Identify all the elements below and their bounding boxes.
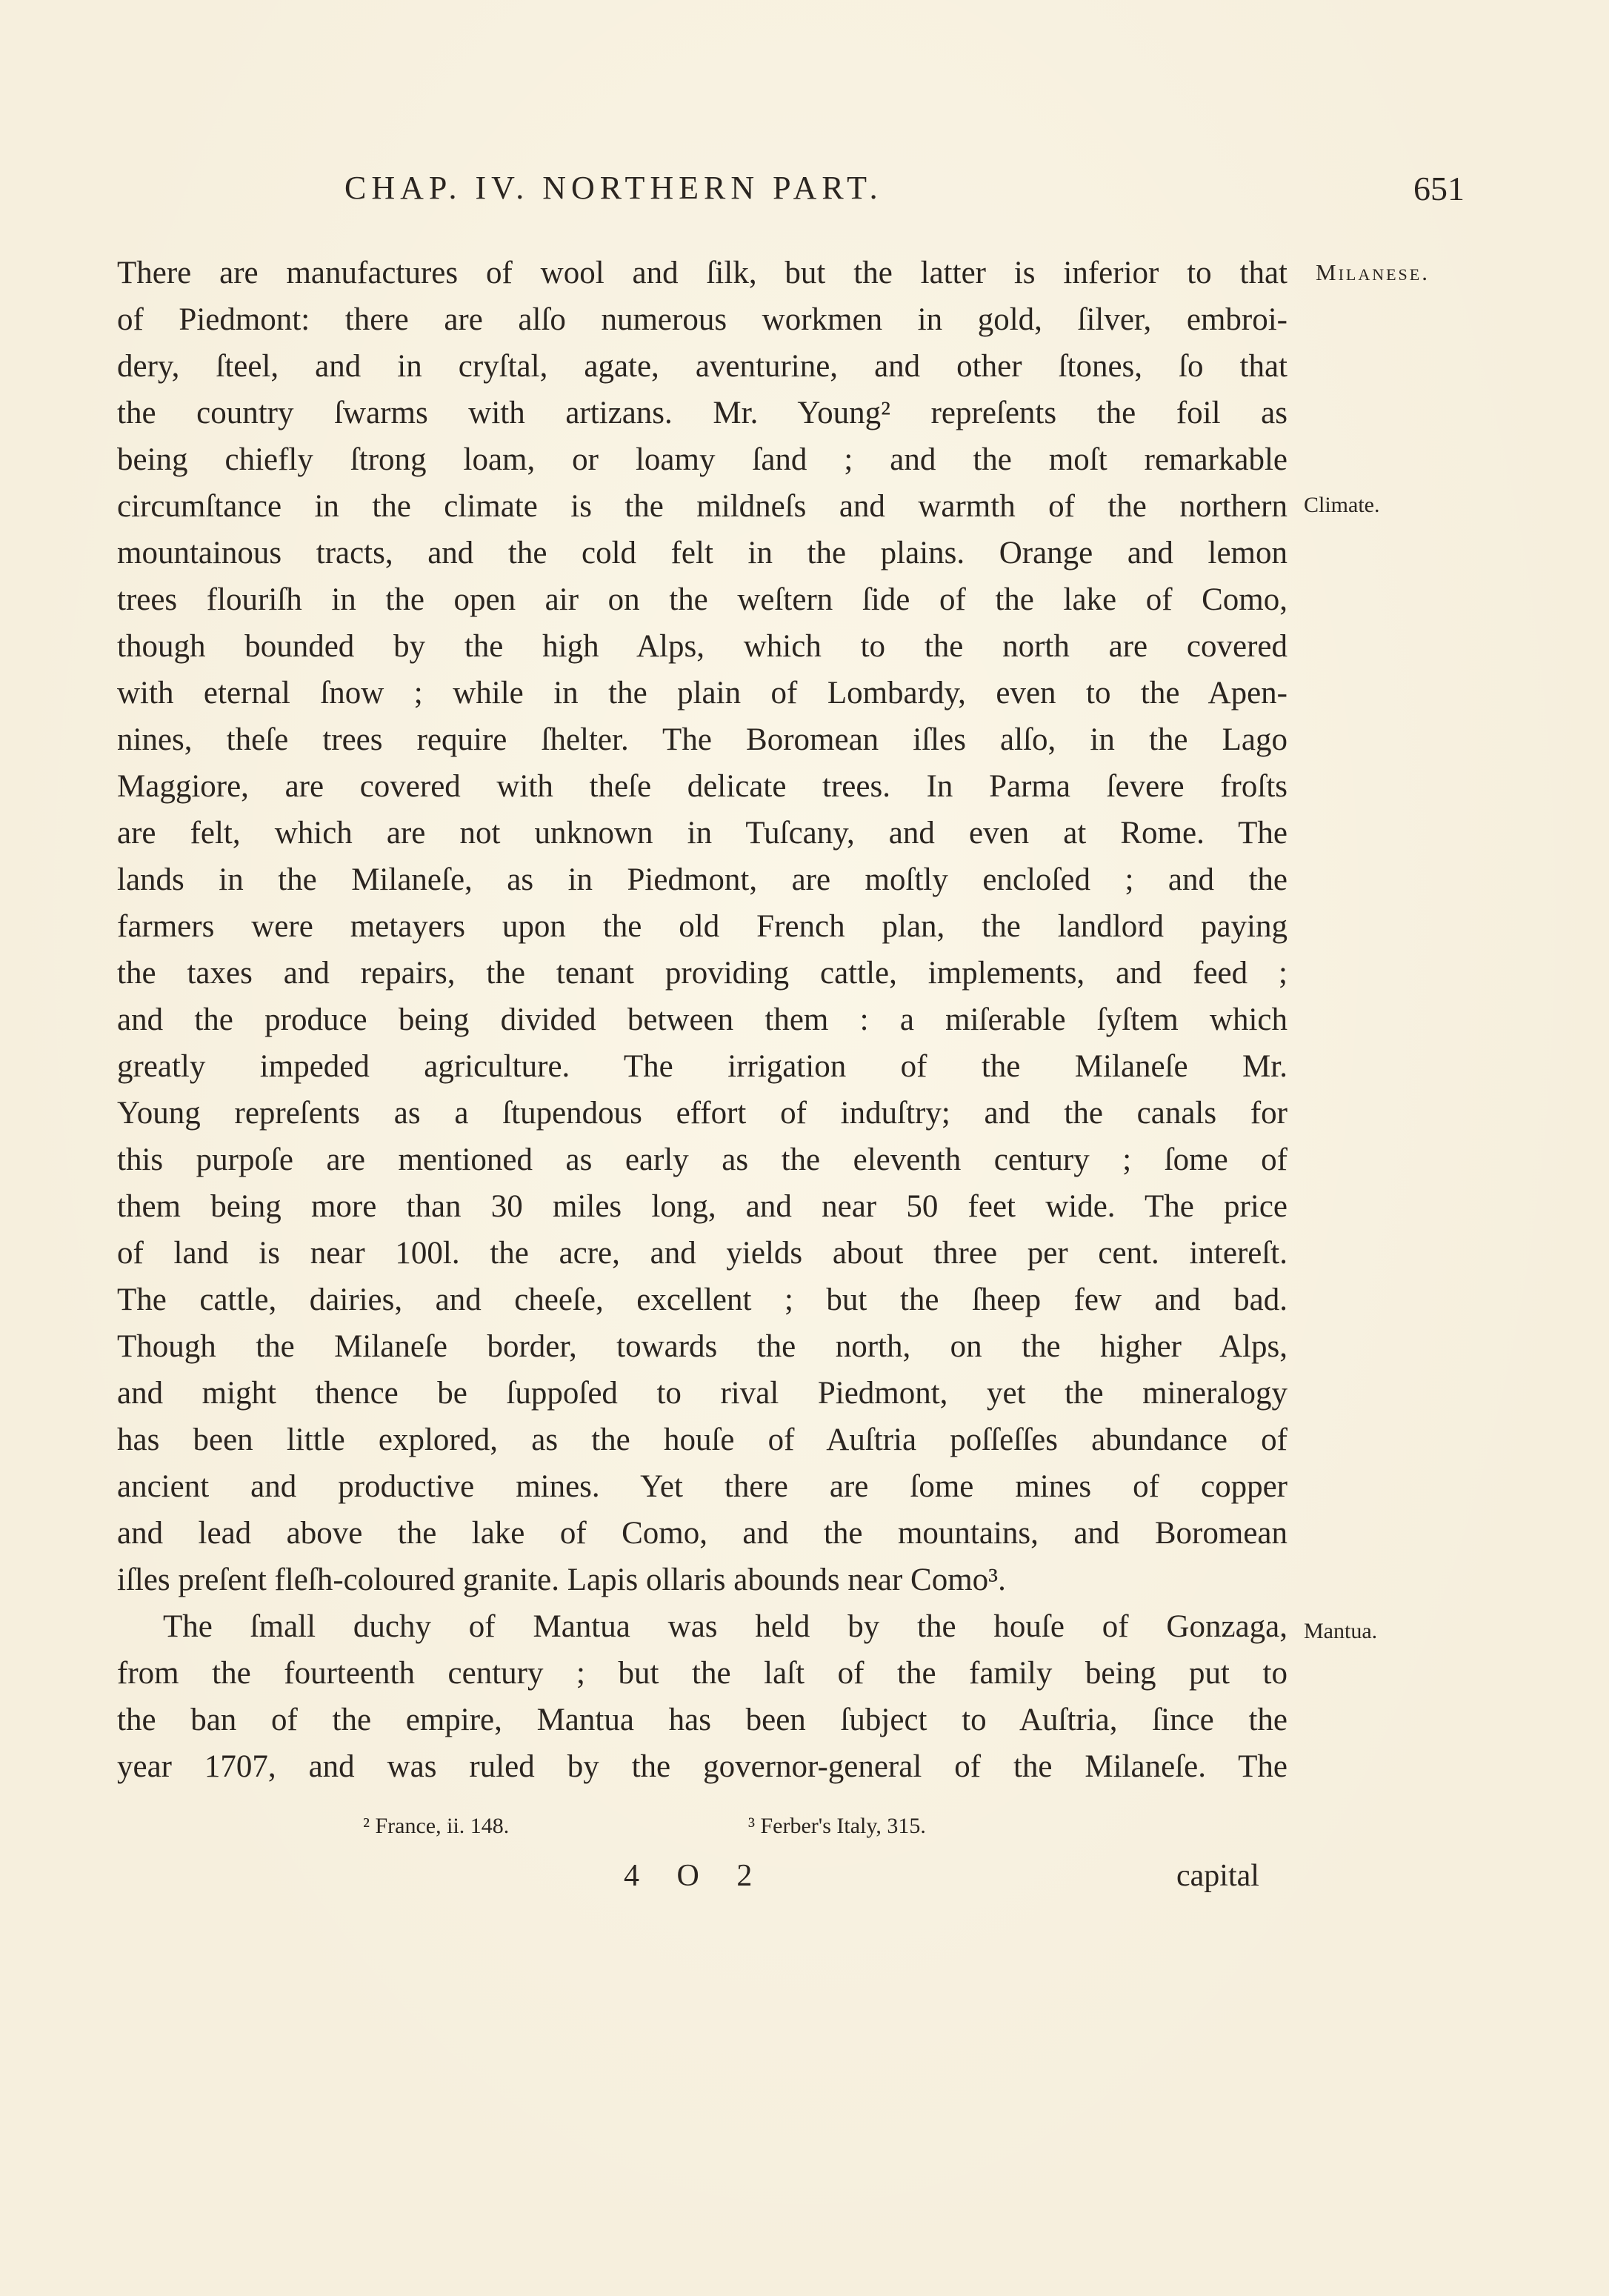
text-line: lands in the Milaneſe, as in Piedmont, are moſtly encloſed ; and the (117, 862, 1287, 897)
text-line: and the produce being divided between them : a miſerable ſyſtem which (117, 1002, 1287, 1037)
running-title: CHAP. IV. NORTHERN PART. (344, 170, 883, 206)
text-line: being chiefly ſtrong loam, or loamy ſand ; and the moſt remarkable (117, 442, 1287, 477)
text-line: of land is near 100l. the acre, and yields about three per cent. intereſt. (117, 1236, 1287, 1271)
text-line: are felt, which are not unknown in Tuſcany, and even at Rome. The (117, 816, 1287, 851)
footnote-3: ³ Ferber's Italy, 315. (748, 1814, 926, 1838)
text-line: greatly impeded agriculture. The irrigation of the Milaneſe Mr. (117, 1049, 1287, 1084)
text-line: Young repreſents as a ſtupendous effort of induſtry; and the canals for (117, 1096, 1287, 1131)
text-line: this purpoſe are mentioned as early as the eleventh century ; ſome of (117, 1142, 1287, 1177)
text-line: dery, ſteel, and in cryſtal, agate, aventurine, and other ſtones, ſo that (117, 349, 1287, 384)
signature-mark: 4 O 2 (624, 1859, 767, 1893)
text-line: mountainous tracts, and the cold felt in the plains. Orange and lemon (117, 536, 1287, 570)
text-line: Though the Milaneſe border, towards the north, on the higher Alps, (117, 1329, 1287, 1364)
text-line: There are manufactures of wool and ſilk, but the latter is inferior to that (117, 256, 1287, 290)
text-line: has been little explored, as the houſe of Auſtria poſſeſſes abundance of (117, 1422, 1287, 1457)
text-line: ancient and productive mines. Yet there are ſome mines of copper (117, 1469, 1287, 1504)
body-text (117, 250, 1287, 1790)
text-line: of Piedmont: there are alſo numerous workmen in gold, ſilver, embroi- (117, 302, 1287, 337)
text-line: from the fourteenth century ; but the laſt of the family being put to (117, 1656, 1287, 1691)
text-line: The cattle, dairies, and cheeſe, excellent ; but the ſheep few and bad. (117, 1282, 1287, 1317)
side-note-milanese: Milanese. (1316, 259, 1430, 285)
page-number: 651 (1413, 170, 1465, 207)
side-note-mantua: Mantua. (1304, 1619, 1378, 1643)
text-line: though bounded by the high Alps, which to the north are covered (117, 629, 1287, 664)
text-line: them being more than 30 miles long, and near 50 feet wide. The price (117, 1189, 1287, 1224)
text-line: circumſtance in the climate is the mildneſs and warmth of the northern (117, 489, 1287, 524)
text-line: and might thence be ſuppoſed to rival Piedmont, yet the mineralogy (117, 1376, 1287, 1411)
side-note-climate: Climate. (1304, 493, 1380, 517)
text-line: iſles preſent fleſh-coloured granite. Lapis ollaris abounds near Como³. (117, 1563, 1006, 1597)
text-line: year 1707, and was ruled by the governor-general of the Milaneſe. The (117, 1749, 1287, 1784)
text-line: the ban of the empire, Mantua has been ſubject to Auſtria, ſince the (117, 1703, 1287, 1737)
text-line: Maggiore, are covered with theſe delicate trees. In Parma ſevere froſts (117, 769, 1287, 804)
text-line: the taxes and repairs, the tenant providing cattle, implements, and feed ; (117, 956, 1287, 991)
text-line: the country ſwarms with artizans. Mr. Young² repreſents the foil as (117, 396, 1287, 430)
text-line: farmers were metayers upon the old French plan, the landlord paying (117, 909, 1287, 944)
footnote-2: ² France, ii. 148. (363, 1814, 510, 1838)
text-line: with eternal ſnow ; while in the plain of Lombardy, even to the Apen- (117, 676, 1287, 711)
text-line: and lead above the lake of Como, and the mountains, and Boromean (117, 1516, 1287, 1551)
text-line: nines, theſe trees require ſhelter. The Boromean iſles alſo, in the Lago (117, 722, 1287, 757)
text-line-paragraph-start: The ſmall duchy of Mantua was held by the houſe of Gonzaga, (163, 1609, 1287, 1644)
catchword: capital (1176, 1859, 1259, 1893)
text-line: trees flouriſh in the open air on the weſtern ſide of the lake of Como, (117, 582, 1287, 617)
